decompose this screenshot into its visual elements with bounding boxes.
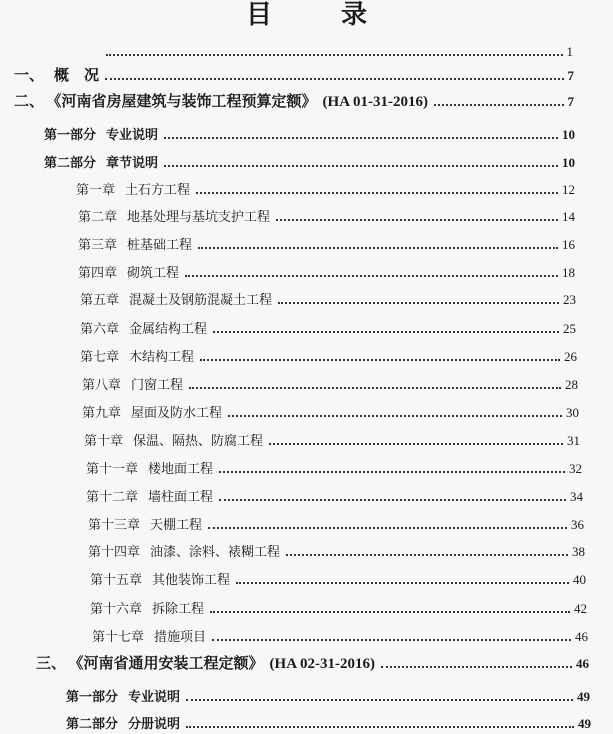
toc-page-number: 49: [577, 689, 590, 704]
toc-entry-title: 其他装饰工程: [152, 573, 231, 588]
toc-page-number: 10: [562, 127, 575, 142]
leader-dots: [228, 415, 562, 417]
toc-entry-title: 概 况: [54, 66, 100, 84]
toc-entry[interactable]: [44, 124, 575, 143]
toc-page-number: 25: [563, 321, 576, 336]
leader-dots: [219, 499, 566, 501]
toc-entry-title: 金属结构工程: [129, 322, 208, 337]
toc-page-number: 18: [562, 265, 575, 280]
toc-entry[interactable]: [36, 652, 589, 673]
toc-page-number: 7: [567, 94, 574, 109]
leader-dots: [208, 527, 567, 529]
toc-entry-title: 地基处理与基坑支护工程: [127, 210, 271, 225]
toc-page-number: 1: [566, 44, 573, 59]
toc-entry[interactable]: [82, 374, 578, 393]
leader-dots: [269, 443, 563, 445]
toc-page-number: 23: [563, 292, 576, 307]
toc-entry-title: 章节说明: [106, 156, 159, 171]
toc-entry[interactable]: [100, 44, 573, 60]
toc-entry-code: (HA 02-31-2016): [269, 656, 375, 672]
leader-dots: [105, 78, 563, 80]
toc-entry[interactable]: [90, 569, 586, 588]
toc-entry-title: 混凝土及钢筋混凝土工程: [129, 293, 273, 308]
toc-entry-number: 第四章: [78, 266, 118, 281]
toc-entry-title: 桩基础工程: [127, 238, 193, 253]
leader-dots: [434, 104, 564, 106]
leader-dots: [200, 359, 560, 361]
leader-dots: [236, 582, 569, 584]
leader-dots: [164, 165, 558, 167]
toc-entry-number: 第二章: [78, 210, 118, 225]
toc-page-number: 10: [562, 155, 575, 170]
toc-page-number: 34: [570, 489, 583, 504]
toc-entry-title: 屋面及防水工程: [131, 406, 223, 421]
toc-entry-number: 第十三章: [88, 518, 141, 533]
toc-entry[interactable]: [14, 90, 574, 111]
toc-entry-number: 一、: [14, 66, 45, 84]
toc-entry-code: (HA 01-31-2016): [322, 94, 428, 110]
toc-entry[interactable]: [80, 346, 577, 365]
toc-page-number: 46: [575, 629, 588, 644]
toc-entry-number: 第七章: [80, 350, 120, 365]
leader-dots: [186, 726, 574, 728]
toc-entry-title: 专业说明: [128, 690, 181, 705]
toc-entry-title: 《河南省通用安装工程定额》: [76, 654, 264, 672]
toc-entry[interactable]: [44, 152, 575, 171]
toc-entry-number: 第六章: [80, 322, 120, 337]
toc-entry-title: 墙柱面工程: [148, 490, 214, 505]
page-title: 目 录: [245, 0, 398, 30]
toc-entry-number: 第一部分: [44, 128, 97, 143]
toc-entry-number: 第五章: [80, 293, 120, 308]
toc-page-number: 42: [574, 601, 587, 616]
toc-page-number: 28: [565, 377, 578, 392]
toc-entry-number: 第十七章: [92, 630, 145, 645]
toc-entry-number: 第二部分: [66, 717, 119, 732]
toc-entry[interactable]: [86, 458, 582, 477]
toc-entry-number: 第一部分: [66, 690, 119, 705]
toc-entry-number: 三、: [36, 654, 67, 672]
toc-entry-title: 油漆、涂料、裱糊工程: [150, 545, 281, 560]
leader-dots: [106, 54, 563, 56]
leader-dots: [189, 387, 561, 389]
toc-entry-number: 第二部分: [44, 156, 97, 171]
leader-dots: [213, 331, 559, 333]
toc-page-number: 36: [571, 517, 584, 532]
toc-entry[interactable]: [78, 206, 575, 225]
toc-page-number: 7: [567, 68, 574, 83]
toc-entry-number: 第八章: [82, 378, 122, 393]
toc-entry-title: 砌筑工程: [127, 266, 180, 281]
leader-dots: [286, 554, 568, 556]
toc-entry[interactable]: [78, 262, 575, 281]
leader-dots: [212, 639, 571, 641]
toc-page-number: 14: [562, 209, 575, 224]
toc-page-number: 40: [573, 572, 586, 587]
toc-page-number: 38: [572, 544, 585, 559]
leader-dots: [381, 666, 572, 668]
toc-entry-title: 分册说明: [128, 717, 181, 732]
leader-dots: [276, 219, 558, 221]
toc-page-number: 30: [566, 405, 579, 420]
toc-entry-title: 措施项目: [154, 630, 207, 645]
leader-dots: [186, 699, 573, 701]
toc-entry-title: 木结构工程: [129, 350, 195, 365]
leader-dots: [210, 611, 570, 613]
toc-entry-number: 二、: [14, 92, 45, 110]
leader-dots: [278, 302, 559, 304]
toc-entry-number: 第九章: [82, 406, 122, 421]
toc-page-number: 49: [578, 716, 591, 731]
toc-entry[interactable]: [88, 541, 585, 560]
toc-entry-number: 第十章: [84, 434, 124, 449]
toc-entry-number: 第十五章: [90, 573, 143, 588]
toc-page-number: 16: [562, 237, 575, 252]
leader-dots: [196, 192, 558, 194]
toc-entry-number: 第一章: [76, 183, 116, 198]
toc-entry-number: 第三章: [78, 238, 118, 253]
toc-entry[interactable]: [66, 713, 591, 732]
toc-entry-number: 第十一章: [86, 462, 139, 477]
toc-entry-title: 《河南省房屋建筑与装饰工程预算定额》: [54, 92, 317, 110]
toc-entry[interactable]: [88, 514, 584, 533]
toc-page-number: 12: [562, 182, 575, 197]
leader-dots: [164, 137, 558, 139]
toc-entry[interactable]: [82, 402, 579, 421]
toc-entry-number: 第十二章: [86, 490, 139, 505]
toc-entry[interactable]: [66, 686, 590, 705]
toc-entry-title: 土石方工程: [125, 183, 191, 198]
toc-entry[interactable]: [14, 64, 574, 85]
toc-page-number: 46: [576, 656, 589, 671]
leader-dots: [185, 275, 558, 277]
toc-entry-title: 专业说明: [106, 128, 159, 143]
toc-entry[interactable]: [76, 179, 575, 198]
leader-dots: [198, 247, 558, 249]
toc-entry-title: 保温、隔热、防腐工程: [133, 434, 264, 449]
toc-entry-title: 门窗工程: [131, 378, 184, 393]
toc-entry[interactable]: [80, 318, 576, 337]
toc-entry[interactable]: [90, 598, 587, 617]
toc-entry-title: 天棚工程: [150, 518, 203, 533]
leader-dots: [219, 471, 565, 473]
toc-entry-title: 拆除工程: [152, 602, 205, 617]
toc-entry[interactable]: [78, 234, 575, 253]
toc-entry[interactable]: [86, 486, 583, 505]
toc-entry[interactable]: [92, 626, 588, 645]
toc-entry-number: 第十四章: [88, 545, 141, 560]
toc-entry-number: 第十六章: [90, 602, 143, 617]
toc-page-number: 26: [564, 349, 577, 364]
toc-entry[interactable]: [84, 430, 580, 449]
toc-page-number: 32: [569, 461, 582, 476]
toc-entry-title: 楼地面工程: [148, 462, 214, 477]
toc-page-number: 31: [567, 433, 580, 448]
toc-entry[interactable]: [80, 289, 576, 308]
